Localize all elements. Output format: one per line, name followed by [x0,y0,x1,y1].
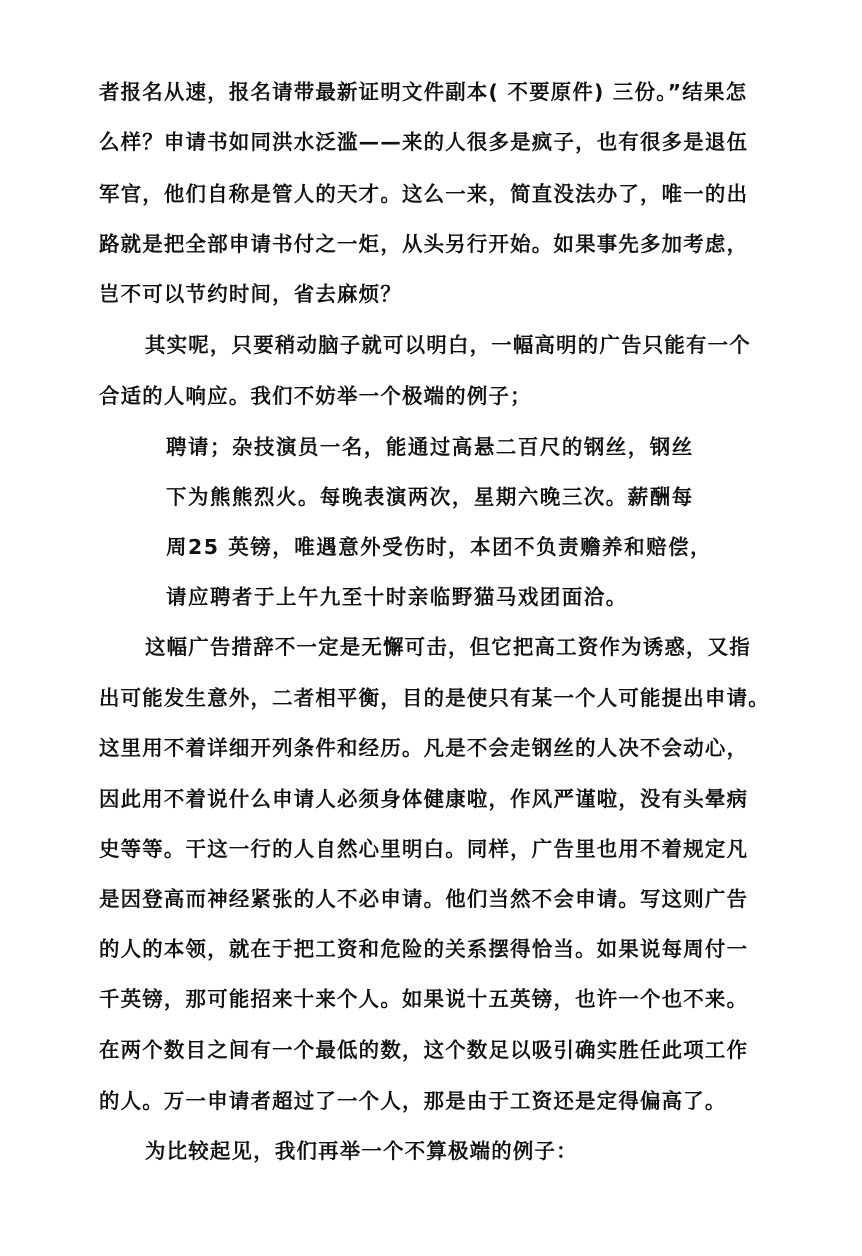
paragraph-line: 为比较起见，我们再举一个不算极端的例子： [145,1139,578,1163]
paragraph-line: 岂不可以节约时间，省去麻烦？ [99,282,402,306]
paragraph-line: 在两个数目之间有一个最低的数，这个数足以吸引确实胜任此项工作 [99,1038,749,1062]
paragraph-line: 这幅广告措辞不一定是无懈可击，但它把高工资作为诱惑，又指 [145,635,751,659]
paragraph-line: 的人的本领，就在于把工资和危险的关系摆得恰当。如果说每周付一 [99,937,749,961]
paragraph-line: 其实呢，只要稍动脑子就可以明白，一幅高明的广告只能有一个 [145,333,751,357]
paragraph-line: 千英镑，那可能招来十来个人。如果说十五英镑，也许一个也不来。 [99,987,749,1011]
ad-quote-line: 请应聘者于上午九至十时亲临野猫马戏团面洽。 [166,585,628,609]
paragraph-line: 路就是把全部申请书付之一炬，从头另行开始。如果事先多加考虑， [99,232,749,256]
paragraph-line: 者报名从速，报名请带最新证明文件副本( 不要原件) 三份。”结果怎 [99,80,748,104]
paragraph-line: 这里用不着详细开列条件和经历。凡是不会走钢丝的人决不会动心， [99,736,749,760]
paragraph-line: 的人。万一申请者超过了一个人，那是由于工资还是定得偏高了。 [99,1089,727,1113]
ad-quote-line: 周25 英镑，唯遇意外受伤时，本团不负责赡养和赔偿， [166,535,713,559]
paragraph-line: 么样？申请书如同洪水泛滥——来的人很多是疯子，也有很多是退伍 [99,130,749,154]
paragraph-line: 合适的人响应。我们不妨举一个极端的例子； [99,384,532,408]
paragraph-line: 是因登高而神经紧张的人不必申请。他们当然不会申请。写这则广告 [99,887,749,911]
ad-quote-line: 下为熊熊烈火。每晚表演两次，星期六晚三次。薪酬每 [166,485,694,509]
paragraph-line: 因此用不着说什么申请人必须身体健康啦，作风严谨啦，没有头晕病 [99,787,749,811]
paragraph-line: 军官，他们自称是管人的天才。这么一来，简直没法办了，唯一的出 [99,182,749,206]
paragraph-line: 史等等。干这一行的人自然心里明白。同样，广告里也用不着规定凡 [99,837,749,861]
paragraph-line: 出可能发生意外，二者相平衡，目的是使只有某一个人可能提出申请。 [99,686,770,710]
ad-quote-line: 聘请；杂技演员一名，能通过高悬二百尺的钢丝，钢丝 [166,435,694,459]
